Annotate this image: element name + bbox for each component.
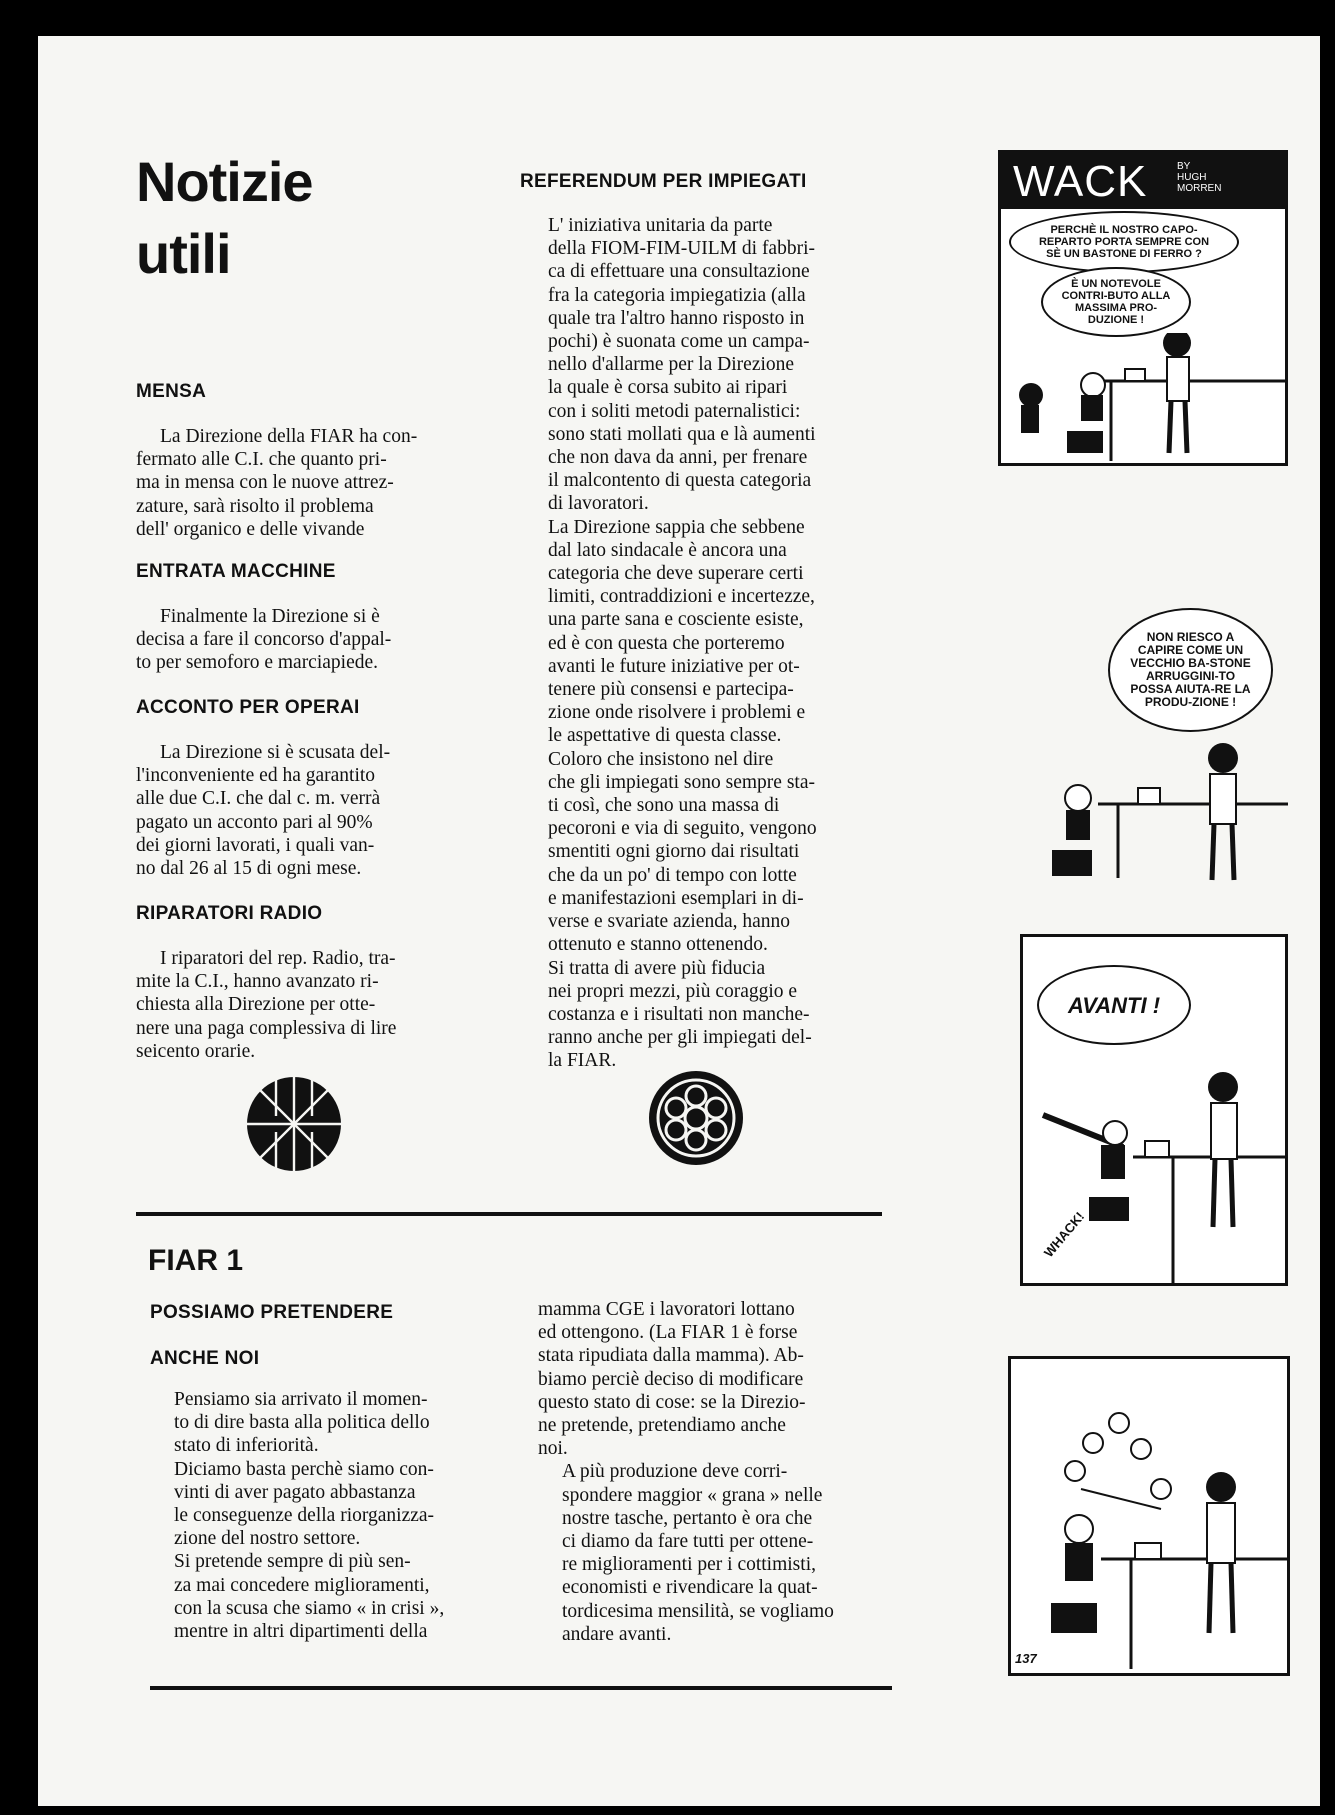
byline-surname: MORREN (1177, 183, 1222, 194)
text-line: le aspettative di questa classe. (548, 725, 782, 747)
text-line: nello d'allarme per la Direzione (548, 354, 795, 376)
text-line: to per semoforo e marciapiede. (136, 652, 379, 674)
comic-title: WACK (1013, 157, 1148, 206)
fiar1-title: FIAR 1 (148, 1244, 244, 1277)
comic-panel-1 (998, 150, 1288, 466)
magazine-page (38, 36, 1320, 1806)
text-line: di lavoratori. (548, 493, 649, 515)
byline-by: BY (1177, 161, 1191, 172)
text-line: tenere più consensi e partecipa- (548, 679, 794, 701)
sfx-whack: WHACK! (1040, 1208, 1088, 1261)
text-line: I riparatori del rep. Radio, tra- (160, 948, 396, 969)
text-line: zione onde risolvere i problemi e (548, 702, 806, 724)
speech-bubble-question: PERCHÈ IL NOSTRO CAPO-REPARTO PORTA SEMPRE CON SÈ UN BASTONE DI FERRO ? (1009, 211, 1239, 273)
text-line: il malcontento di questa categoria (548, 470, 812, 492)
text-line: economisti e rivendicare la quat- (562, 1577, 818, 1599)
text-line: e manifestazioni esemplari in di- (548, 887, 804, 909)
byline-name: HUGH (1177, 172, 1207, 183)
section-text (136, 947, 524, 1063)
paragraph (538, 1298, 892, 1460)
text-line: re miglioramenti per i cottimisti, (562, 1554, 816, 1576)
text-line: che gli impiegati sono sempre sta- (548, 771, 815, 793)
text-line: zature, sarà risolto il problema (136, 495, 374, 517)
text-line: fra la categoria impiegatizia (alla (548, 284, 806, 306)
speech-bubble-answer: È UN NOTEVOLE CONTRI-BUTO ALLA MASSIMA PRO-DUZIONE ! (1041, 267, 1191, 337)
text-line: l'inconveniente ed ha garantito (136, 765, 376, 787)
text-line: dal lato sindacale è ancora una (548, 539, 787, 561)
text-line: pochi) è suonata come un campa- (548, 331, 810, 353)
comic-byline (1177, 161, 1221, 194)
text-line: La Direzione della FIAR ha con- (160, 426, 418, 447)
section-heading: MENSA (136, 381, 207, 402)
text-line: con i soliti metodi paternalistici: (548, 400, 801, 422)
text-line: spondere maggior « grana » nelle (562, 1484, 823, 1506)
comic-panel-2 (1038, 588, 1288, 888)
text-line: dell' organico e delle vivande (136, 518, 365, 540)
text-line: tordicesima mensilità, se vogliamo (562, 1600, 834, 1622)
text-line: vinti di aver pagato abbastanza (174, 1481, 416, 1503)
paragraph (136, 947, 524, 1063)
text-line: costanza e i risultati non manche- (548, 1003, 810, 1025)
text-line: stata ripudiata dalla mamma). Ab- (538, 1345, 804, 1367)
text-line: ne pretende, pretendiamo anche (538, 1415, 786, 1437)
comic-art-production-icon (1011, 1359, 1287, 1673)
paragraph (136, 425, 524, 541)
paragraph (136, 741, 524, 880)
fiar1-right-text (538, 1298, 892, 1646)
section-heading: RIPARATORI RADIO (136, 903, 323, 924)
comic-art-thinking-icon (1038, 728, 1288, 888)
speech-bubble-avanti: AVANTI ! (1037, 965, 1191, 1045)
text-line: categoria che deve superare certi (548, 563, 804, 585)
text-line: stato di inferiorità. (174, 1435, 319, 1457)
text-line: biamo perciè deciso di modificare (538, 1368, 804, 1390)
circles-logo-icon (648, 1070, 744, 1166)
text-line: to di dire basta alla politica dello (174, 1412, 430, 1434)
text-line: noi. (538, 1438, 568, 1460)
paragraph (136, 605, 524, 675)
paragraph (524, 214, 880, 516)
title-notizie: Notizie (136, 150, 313, 213)
text-line: mamma CGE i lavoratori lottano (538, 1299, 795, 1320)
comic-page-number: 137 (1015, 1651, 1037, 1666)
section-text (136, 425, 524, 541)
text-line: La Direzione sappia che sebbene (548, 516, 805, 538)
referendum-heading: REFERENDUM PER IMPIEGATI (520, 171, 807, 192)
text-line: decisa a fare il concorso d'appal- (136, 629, 392, 651)
text-line: pecoroni e via di seguito, vengono (548, 818, 817, 840)
text-line: dei giorni lavorati, i quali van- (136, 834, 375, 856)
text-line: seicento orarie. (136, 1040, 256, 1062)
text-line: ti così, che sono una massa di (548, 795, 780, 817)
text-line: L' iniziativa unitaria da parte (548, 215, 773, 236)
text-line: nere una paga complessiva di lire (136, 1017, 397, 1039)
section-text (136, 741, 524, 880)
fiar1-subtitle-2: ANCHE NOI (150, 1348, 260, 1369)
text-line: Si pretende sempre di più sen- (174, 1551, 411, 1573)
text-line: quale tra l'altro hanno risposto in (548, 307, 805, 329)
text-line: ranno anche per gli impiegati del- (548, 1027, 812, 1049)
text-line: questo stato di cose: se la Direzio- (538, 1391, 806, 1413)
text-line: za mai concedere miglioramenti, (174, 1574, 430, 1596)
speech-bubble-wonder: NON RIESCO A CAPIRE COME UN VECCHIO BA-STONE ARRUGGINI-TO POSSA AIUTA-RE LA PRODU-ZIONE ! (1108, 608, 1273, 732)
section-heading: ENTRATA MACCHINE (136, 561, 336, 582)
radial-logo-icon (246, 1076, 342, 1172)
comic-art-workers-icon (1001, 333, 1285, 461)
text-line: La Direzione si è scusata del- (160, 742, 391, 763)
fiar1-left-text (150, 1388, 508, 1643)
title-utili: utili (136, 222, 231, 285)
bottom-rule (150, 1686, 892, 1690)
text-line: della FIOM-FIM-UILM di fabbri- (548, 238, 815, 260)
comic-panel-3 (1020, 934, 1288, 1286)
text-line: Pensiamo sia arrivato il momen- (174, 1389, 428, 1410)
text-line: A più produzione deve corri- (562, 1461, 788, 1483)
text-line: nei propri mezzi, più coraggio e (548, 980, 798, 1002)
paragraph (150, 1458, 508, 1551)
text-line: ed è con questa che porteremo (548, 632, 785, 654)
text-line: smentiti ogni giorno dai risultati (548, 841, 800, 863)
paragraph (524, 748, 880, 957)
text-line: verse e svariate azienda, hanno (548, 911, 790, 933)
paragraph (524, 957, 880, 1073)
text-line: la FIAR. (548, 1050, 617, 1072)
text-line: Si tratta di avere più fiducia (548, 957, 766, 979)
text-line: pagato un acconto pari al 90% (136, 811, 373, 833)
paragraph (150, 1550, 508, 1643)
text-line: sono stati mollati qua e là aumenti (548, 423, 816, 445)
text-line: chiesta alla Direzione per otte- (136, 994, 376, 1016)
text-line: limiti, contraddizioni e incertezze, (548, 586, 815, 608)
divider-rule (136, 1212, 882, 1216)
text-line: ci diamo da fare tutti per ottene- (562, 1531, 814, 1553)
text-line: avanti le future iniziative per ot- (548, 655, 800, 677)
text-line: no dal 26 al 15 di ogni mese. (136, 858, 362, 880)
text-line: una parte sana e cosciente esiste, (548, 609, 804, 631)
text-line: Diciamo basta perchè siamo con- (174, 1458, 434, 1480)
section-text (136, 605, 524, 675)
text-line: mite la C.I., hanno avanzato ri- (136, 971, 379, 993)
paragraph (150, 1388, 508, 1458)
fiar1-subtitle-1: POSSIAMO PRETENDERE (150, 1302, 394, 1323)
text-line: nostre tasche, pertanto è ora che (562, 1507, 813, 1529)
text-line: Coloro che insistono nel dire (548, 748, 774, 770)
section-heading: ACCONTO PER OPERAI (136, 697, 360, 718)
text-line: che da un po' di tempo con lotte (548, 864, 797, 886)
referendum-text (524, 214, 880, 1073)
text-line: andare avanti. (562, 1623, 672, 1645)
text-line: ed ottengono. (La FIAR 1 è forse (538, 1322, 798, 1344)
text-line: che non dava da anni, per frenare (548, 447, 808, 469)
text-line: la quale è corsa subito ai ripari (548, 377, 788, 399)
text-line: Finalmente la Direzione si è (160, 606, 380, 627)
comic-panel-4 (1008, 1356, 1290, 1676)
text-line: fermato alle C.I. che quanto pri- (136, 449, 387, 471)
text-line: mentre in altri dipartimenti della (174, 1621, 428, 1643)
text-line: zione del nostro settore. (174, 1528, 361, 1550)
paragraph (538, 1460, 892, 1646)
text-line: le conseguenze della riorganizza- (174, 1505, 435, 1527)
text-line: alle due C.I. che dal c. m. verrà (136, 788, 381, 810)
text-line: ca di effettuare una consultazione (548, 261, 810, 283)
paragraph (524, 516, 880, 748)
text-line: ma in mensa con le nuove attrez- (136, 472, 394, 494)
text-line: con la scusa che siamo « in crisi », (174, 1597, 445, 1619)
text-line: ottenuto e stanno ottenendo. (548, 934, 768, 956)
